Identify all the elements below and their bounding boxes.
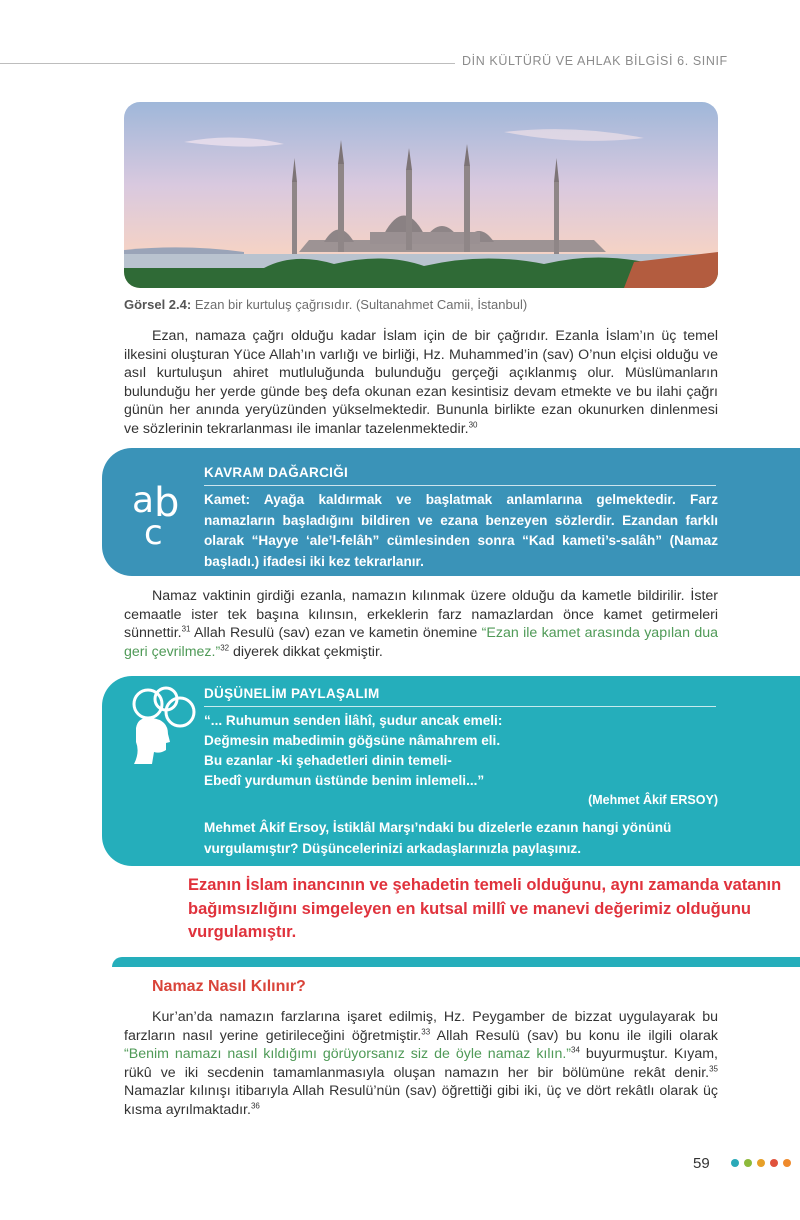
paragraph-2 [124, 587, 718, 661]
figure-label: Görsel 2.4: [124, 297, 192, 312]
kavram-dagarcigi-box [102, 448, 800, 576]
paragraph-2-text-1: Namaz vaktinin girdiği ezanla, namazın kılınmak üzere olduğu da kametle bildirilir. İster cemaatle ister tek başına kılınsın, erkeklerin farz namazlardan önce kamet getirmeleri sünnettir. [124, 588, 718, 642]
page-dot [770, 1159, 778, 1167]
mosque-photo [124, 102, 718, 288]
svg-text:b: b [154, 480, 180, 526]
footnote-ref: 36 [250, 1101, 260, 1111]
page-number: 59 [693, 1155, 710, 1172]
poem-author: (Mehmet Âkif ERSOY) [588, 793, 718, 807]
figure-caption-text: Ezan bir kurtuluş çağrısıdır. (Sultanahmet Camii, İstanbul) [191, 297, 528, 312]
svg-text:a: a [132, 480, 155, 521]
footnote-ref: 34 [571, 1045, 580, 1055]
kavram-title: KAVRAM DAĞARCIĞI [204, 465, 349, 480]
paragraph-1-text: Ezan, namaza çağrı olduğu kadar İslam için de bir çağrıdır. Ezanla İslam’ın üç temel ilkesini oluşturan Yüce Allah’ın varlığı ve birliği, Hz. Muhammed’in (sav) O’nun elçisi olduğu ve asıl kurtuluşun ahiret mutluluğunda bulunduğu gerçeği açıklanmış olur. Müslümanların bulunduğu her yerde günde beş defa okunan ezan kesintisiz devam etmekte ve bu ilahi çağrı günün her anında yeryüzünden yükselmektedir. Bununla birlikte ezan okunurken dinlenmesi ve sözlerinin tekrarlanması ile imanlar tazelenmektedir. [124, 328, 718, 437]
answer-text: Ezanın İslam inancının ve şehadetin temeli olduğunu, aynı zamanda vatanın bağımsızlığını simgeleyen en kutsal millî ve manevi değerimiz olduğunu vurgulamıştır. [188, 876, 782, 941]
paragraph-3 [124, 1008, 718, 1120]
paragraph-2-text-3: diyerek dikkat çekmiştir. [229, 643, 383, 660]
paragraph-1 [124, 327, 718, 439]
footnote-ref: 35 [709, 1064, 718, 1074]
dusun-rule [204, 706, 716, 707]
dusun-title: DÜŞÜNELİM PAYLAŞALIM [204, 686, 380, 701]
paragraph-2-text-2: Allah Resulü (sav) ezan ve kametin önemine [190, 625, 482, 642]
dusunelim-paylasalim-box [102, 676, 800, 866]
poem-line: Değmesin mabedimin göğsüne nâmahrem eli. [204, 733, 501, 748]
answer-bottom-rule [112, 957, 800, 967]
paragraph-3-text-4: Namazlar kılınışı itibarıyla Allah Resulü’nün (sav) öğrettiği gibi iki, üç ve dört rekâtlı olarak üç kısma ayrılmaktadır. [124, 1083, 718, 1118]
footnote-ref: 33 [421, 1026, 431, 1036]
footnote-ref: 31 [181, 624, 191, 634]
paragraph-3-text-2: Allah Resulü (sav) bu konu ile ilgili olarak [430, 1027, 718, 1044]
footnote-ref: 30 [468, 420, 478, 430]
poem [204, 711, 718, 791]
footnote-ref: 32 [220, 643, 230, 653]
header-title: DİN KÜLTÜRÜ VE AHLAK BİLGİSİ 6. SINIF [462, 54, 728, 68]
kavram-definition-text: Ayağa kaldırmak ve başlatmak anlamlarına gelmektedir. Farz namazların başladığını bildiren ve ezana benzeyen sözlerdir. Ezandan farklı olarak “Hayye ‘ale’l-felâh” cümlesinden sonra “Kad kameti’s-salâh” (Namaz başladı.) ifadesi iki kez tekrarlanır. [204, 492, 718, 569]
header-rule [0, 63, 455, 64]
page-dots [731, 1159, 791, 1167]
hadith-quote: “Benim namazı nasıl kıldığımı görüyorsanız siz de öyle namaz kılın.” [124, 1046, 572, 1063]
thinking-head-icon [130, 686, 200, 766]
kavram-definition [204, 490, 718, 572]
poem-line: “... Ruhumun senden İlâhî, şudur ancak emeli: [204, 713, 503, 728]
page-dot [744, 1159, 752, 1167]
abc-icon [130, 474, 190, 550]
svg-text:c: c [144, 513, 163, 550]
kavram-term: Kamet: [204, 492, 251, 507]
poem-line: Ebedî yurdumun üstünde benim inlemeli...” [204, 773, 485, 788]
section-title: Namaz Nasıl Kılınır? [152, 978, 306, 995]
dusun-question: Mehmet Âkif Ersoy, İstiklâl Marşı’ndaki bu dizelerle ezanın hangi yönünü vurgulamıştır? Düşüncelerinizi arkadaşlarınızla paylaşınız. [204, 820, 672, 856]
kavram-rule [204, 485, 716, 486]
page-dot [757, 1159, 765, 1167]
hadith-quote: “Ezan ile kamet arasında yapılan dua geri çevrilmez.” [124, 625, 718, 660]
mosque-illustration [124, 102, 718, 288]
figure-caption [124, 297, 527, 312]
page-dot [731, 1159, 739, 1167]
page-dot [783, 1159, 791, 1167]
poem-line: Bu ezanlar -ki şehadetleri dinin temeli- [204, 753, 452, 768]
paragraph-3-text-3: buyurmuştur. Kıyam, rükû ve iki secdenin tamamlanmasıyla oluşan namazın her bir bölümüne rekât denir. [124, 1046, 718, 1081]
paragraph-3-text-1: Kur’an’da namazın farzlarına işaret edilmiş, Hz. Peygamber de bizzat uygulayarak bu farzların nasıl yerine getirileceğini öğretmiştir. [124, 1009, 718, 1044]
